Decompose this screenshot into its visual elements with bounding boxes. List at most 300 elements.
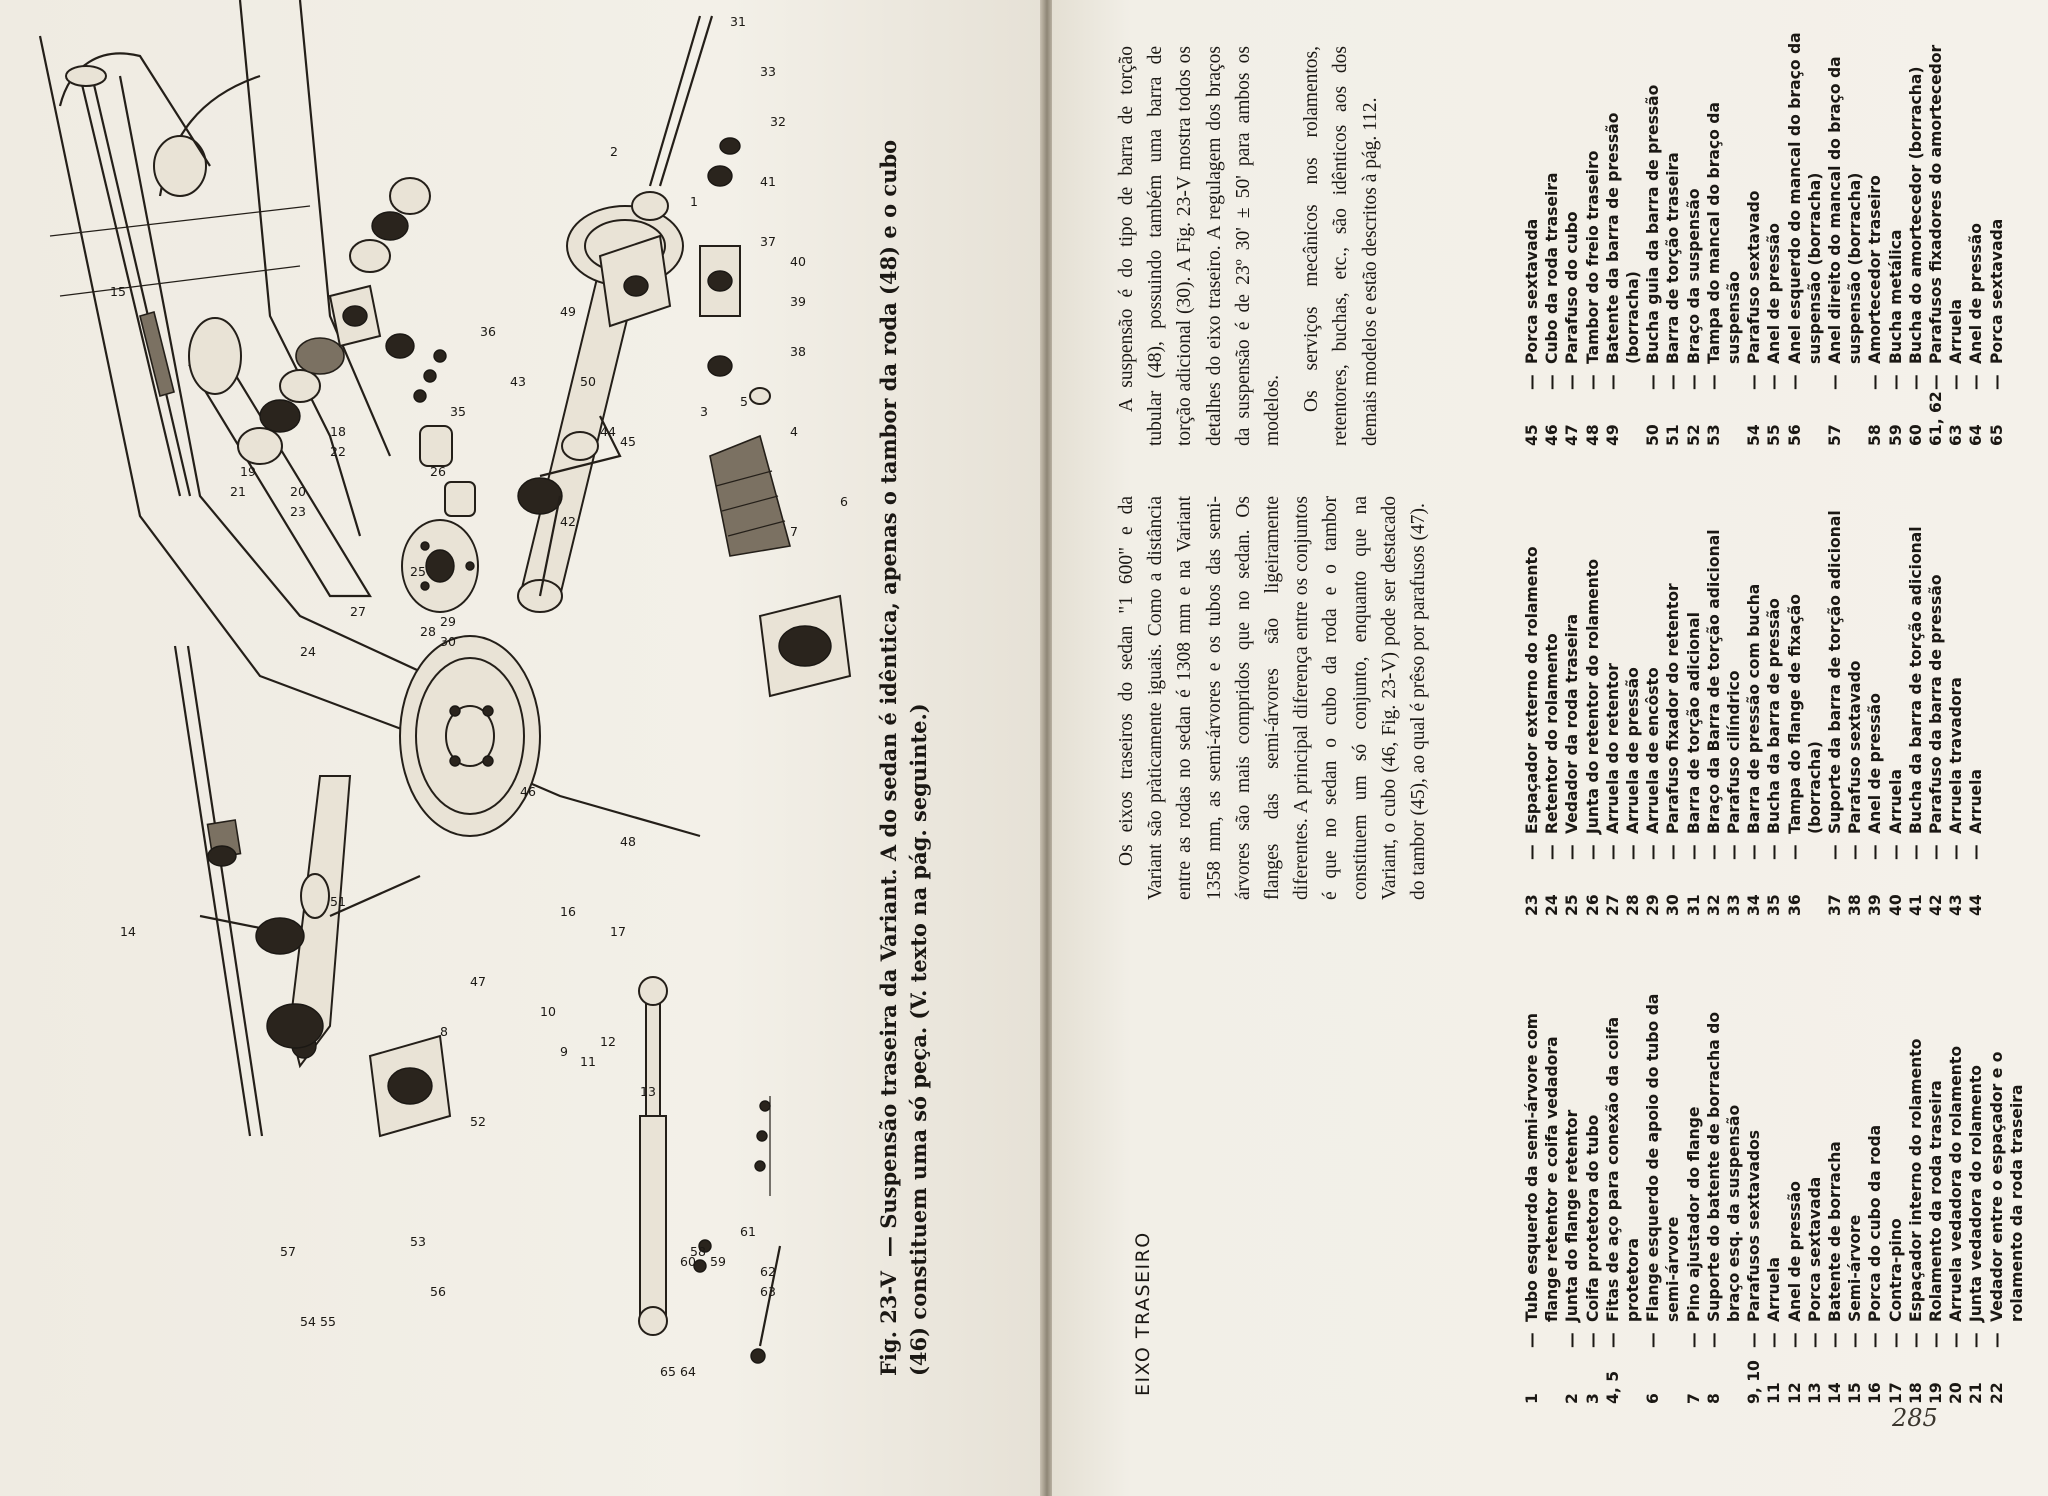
- callout-number: 39: [790, 294, 806, 309]
- parts-list-item: [1825, 984, 1845, 1404]
- part-number: 39: [1866, 894, 1885, 916]
- callout-number: 59: [710, 1254, 726, 1269]
- callout-number: 61: [740, 1224, 756, 1239]
- callout-number: 32: [770, 114, 786, 129]
- axle-shaft-15: [66, 66, 190, 496]
- part-description: Bucha guia da barra de pressão: [1644, 84, 1663, 364]
- part-dash: —: [1967, 1332, 1986, 1348]
- body-paragraph: Os serviços mecânicos nos rolamentos, retentores, buchas, etc., são idênticos aos dos demais modelos e estão descritos à pág. 112.: [1301, 46, 1381, 446]
- part-number: 57: [1826, 424, 1845, 446]
- body-paragraph: Os eixos traseiros do sedan "1 600" e da Variant são pràticamente iguais. Como a distância entre as rodas no sedan é 1308 mm e na Variant 1358 mm, as semi-árvores e os tubos das semi-árvores são mais compridos que no sedan. Os flanges das semi-árvores são ligeiramente diferentes. A principal diferença entre os conjuntos é que no sedan o cubo da roda e o tambor constituem um só conjunto, enquanto que na Variant, o cubo (46, Fig. 23-V) pode ser destacado do tambor (45), ao qual é prêso por parafusos (47).: [1116, 496, 1430, 900]
- parts-list-item: [1785, 26, 1825, 446]
- callout-number: 19: [240, 464, 256, 479]
- part-description: Semi-árvore: [1846, 1214, 1865, 1322]
- part-dash: —: [1603, 374, 1622, 390]
- callout-number: 47: [470, 974, 486, 989]
- part-dash: —: [1906, 374, 1925, 390]
- callout-number: 25: [410, 564, 426, 579]
- part-dash: —: [1725, 844, 1744, 860]
- parts-list-item: [1643, 984, 1683, 1404]
- parts-list-item: [1603, 26, 1643, 446]
- part-number: 48: [1583, 424, 1602, 446]
- part-number: 24: [1543, 894, 1562, 916]
- part-dash: —: [1563, 1332, 1582, 1348]
- callout-number: 33: [760, 64, 776, 79]
- part-number: 55: [1765, 424, 1784, 446]
- body-column-2: [1112, 46, 1385, 446]
- part-number: 37: [1826, 894, 1845, 916]
- part-number: 54: [1745, 424, 1764, 446]
- part-description: Barra de torção adicional: [1684, 612, 1703, 834]
- parts-list-item: [1785, 984, 1805, 1404]
- parts-list-item: [1684, 26, 1704, 446]
- parts-list-item: [1603, 984, 1643, 1404]
- part-dash: —: [1947, 844, 1966, 860]
- callout-number: 23: [290, 504, 306, 519]
- callout-number: 63: [760, 1284, 776, 1299]
- part-description: Retentor do rolamento: [1543, 633, 1562, 834]
- part-description: Anel esquerdo do mancal do braço da suspensão (borracha): [1785, 32, 1824, 364]
- figure-caption: [874, 116, 934, 1376]
- parts-list-item: [1926, 984, 1946, 1404]
- part-number: 32: [1704, 894, 1723, 916]
- parts-list-item: [1886, 984, 1906, 1404]
- parts-list-item: [1643, 26, 1663, 446]
- part-dash: —: [1603, 844, 1622, 860]
- parts-list-item: [1845, 496, 1865, 916]
- part-dash: —: [1745, 844, 1764, 860]
- parts-list-item: [1623, 496, 1643, 916]
- part-dash: —: [1644, 1332, 1663, 1348]
- callout-number: 46: [520, 784, 536, 799]
- part-number: 25: [1563, 894, 1582, 916]
- parts-list-item: [1987, 984, 2027, 1404]
- part-dash: —: [1624, 844, 1643, 860]
- parts-list-item: [1562, 496, 1582, 916]
- part-description: Parafuso fixador do retentor: [1664, 583, 1683, 834]
- callout-number: 14: [120, 924, 136, 939]
- parts-list-item: [1542, 496, 1562, 916]
- part-number: 3: [1583, 1393, 1602, 1404]
- part-number: 38: [1846, 894, 1865, 916]
- part-dash: —: [1846, 844, 1865, 860]
- part-dash: —: [1906, 844, 1925, 860]
- part-dash: —: [1684, 374, 1703, 390]
- part-dash: —: [1745, 1332, 1764, 1348]
- part-dash: —: [1583, 844, 1602, 860]
- part-description: Tampa do flange de fixação (borracha): [1785, 594, 1824, 834]
- part-description: Espaçador externo do rolamento: [1523, 546, 1541, 834]
- part-dash: —: [1785, 1332, 1804, 1348]
- part-number: 47: [1563, 424, 1582, 446]
- callout-number: 51: [330, 894, 346, 909]
- part-dash: —: [1523, 844, 1541, 860]
- part-description: Arruela: [1967, 769, 1986, 834]
- part-description: Bucha da barra de pressão: [1765, 598, 1784, 834]
- part-description: Barra de torção traseira: [1664, 152, 1683, 364]
- callout-number: 36: [480, 324, 496, 339]
- part-dash: —: [1523, 1332, 1541, 1348]
- parts-list-item: [1522, 496, 1542, 916]
- callout-number: 35: [450, 404, 466, 419]
- part-dash: —: [1906, 1332, 1925, 1348]
- part-description: Porca sextavada: [1805, 1176, 1824, 1322]
- part-dash: —: [1987, 374, 2006, 390]
- part-description: Parafuso sextavado: [1846, 660, 1865, 834]
- part-dash: —: [1947, 1332, 1966, 1348]
- callout-number: 11: [580, 1054, 596, 1069]
- part-number: 29: [1644, 894, 1663, 916]
- part-dash: —: [1866, 1332, 1885, 1348]
- part-number: 52: [1684, 424, 1703, 446]
- parts-list-item: [1562, 26, 1582, 446]
- callout-number: 44: [600, 424, 616, 439]
- part-description: Cubo da roda traseira: [1543, 172, 1562, 364]
- callout-number: 41: [760, 174, 776, 189]
- callout-number: 2: [610, 144, 618, 159]
- shock-absorber-58: [639, 977, 780, 1363]
- part-description: Arruela do retentor: [1603, 663, 1622, 834]
- callout-number: 58: [690, 1244, 706, 1259]
- parts-list-item: [1744, 26, 1764, 446]
- part-number: 40: [1886, 894, 1905, 916]
- brake-drum-48: [400, 636, 540, 836]
- part-number: 19: [1927, 1382, 1946, 1404]
- parts-list-item: [1764, 26, 1784, 446]
- part-number: 23: [1523, 894, 1541, 916]
- part-description: Batente de borracha: [1826, 1141, 1845, 1322]
- part-dash: —: [1886, 844, 1905, 860]
- parts-list-item: [1522, 26, 1542, 446]
- bearing-cover-53: [370, 1036, 450, 1136]
- parts-list-item: [1987, 26, 2007, 446]
- part-number: 9, 10: [1745, 1360, 1764, 1404]
- parts-list-item: [1663, 496, 1683, 916]
- part-description: Bucha do amortecedor (borracha): [1906, 66, 1925, 364]
- part-dash: —: [1785, 844, 1804, 860]
- rear-suspension-drawing: [0, 0, 860, 1496]
- part-description: Anel de pressão: [1785, 1181, 1804, 1322]
- part-description: Pino ajustador do flange: [1684, 1106, 1703, 1322]
- callout-number: 60: [680, 1254, 696, 1269]
- part-dash: —: [1987, 1332, 2006, 1348]
- part-description: Arruela travadora: [1947, 677, 1966, 834]
- parts-list-item: [1764, 984, 1784, 1404]
- parts-list-item: [1583, 984, 1603, 1404]
- part-dash: —: [1805, 1332, 1824, 1348]
- part-number: 22: [1987, 1382, 2006, 1404]
- part-description: Junta vedadora do rolamento: [1967, 1064, 1986, 1322]
- part-dash: —: [1846, 1332, 1865, 1348]
- exploded-diagram: [0, 0, 860, 1496]
- part-number: 33: [1725, 894, 1744, 916]
- part-description: Parafuso sextavado: [1745, 190, 1764, 364]
- parts-list-item: [1865, 984, 1885, 1404]
- parts-list-item: [1785, 496, 1825, 916]
- parts-list-item: [1966, 984, 1986, 1404]
- part-dash: —: [1583, 1332, 1602, 1348]
- part-dash: —: [1765, 844, 1784, 860]
- part-dash: —: [1866, 844, 1885, 860]
- parts-list-item: [1744, 496, 1764, 916]
- section-heading: EIXO TRASEIRO: [1132, 1231, 1154, 1396]
- part-dash: —: [1826, 374, 1845, 390]
- parts-list-column-1: [1522, 984, 2027, 1404]
- part-number: 50: [1644, 424, 1663, 446]
- part-number: 61, 62: [1927, 391, 1946, 446]
- part-dash: —: [1866, 374, 1885, 390]
- part-description: Porca sextavada: [1987, 218, 2006, 364]
- part-description: Arruela de encôsto: [1644, 667, 1663, 834]
- part-dash: —: [1745, 374, 1764, 390]
- callout-number: 10: [540, 1004, 556, 1019]
- callout-number: 65: [660, 1364, 676, 1379]
- part-number: 53: [1704, 424, 1723, 446]
- right-page-content: [1052, 0, 2048, 1496]
- parts-list-item: [1643, 496, 1663, 916]
- part-number: 63: [1947, 424, 1966, 446]
- part-description: Junta do retentor do rolamento: [1583, 558, 1602, 834]
- parts-list-item: [1926, 26, 1946, 446]
- part-number: 36: [1785, 894, 1804, 916]
- part-description: Parafuso cilíndrico: [1725, 670, 1744, 834]
- callout-number: 3: [700, 404, 708, 419]
- part-description: Contra-pino: [1886, 1218, 1905, 1322]
- callout-number: 15: [110, 284, 126, 299]
- part-dash: —: [1664, 374, 1683, 390]
- body-paragraph: A suspensão é do tipo de barra de torção tubular (48), possuindo também uma barra de torção adicional (30). A Fig. 23-V mostra todos os detalhes do eixo traseiro. A regulagem dos braços da suspensão é de 23º 30' ± 50' para ambos os modelos.: [1116, 46, 1284, 446]
- part-description: Coifa protetora do tubo: [1583, 1114, 1602, 1322]
- bearing-ring-56: [267, 1004, 323, 1048]
- callout-number: 6: [840, 494, 848, 509]
- parts-list-item: [1583, 496, 1603, 916]
- callout-number: 28: [420, 624, 436, 639]
- callout-number: 1: [690, 194, 698, 209]
- callout-number: 50: [580, 374, 596, 389]
- parts-list-item: [1542, 26, 1562, 446]
- part-number: 56: [1785, 424, 1804, 446]
- callout-number: 56: [430, 1284, 446, 1299]
- part-number: 58: [1866, 424, 1885, 446]
- figure-number: Fig. 23-V: [876, 1271, 901, 1376]
- page-number: 285: [1892, 1404, 1938, 1432]
- callout-number: 7: [790, 524, 798, 539]
- part-description: Anel de pressão: [1967, 223, 1986, 364]
- callout-number: 13: [640, 1084, 656, 1099]
- callout-number: 57: [280, 1244, 296, 1259]
- callout-number: 49: [560, 304, 576, 319]
- parts-list-column-3: [1522, 26, 2007, 446]
- part-dash: —: [1886, 1332, 1905, 1348]
- parts-list-item: [1522, 984, 1562, 1404]
- part-description: Parafuso do cubo: [1563, 211, 1582, 364]
- callout-number: 62: [760, 1264, 776, 1279]
- callout-number: 24: [300, 644, 316, 659]
- part-dash: —: [1927, 1332, 1946, 1348]
- callout-number: 48: [620, 834, 636, 849]
- part-number: 4, 5: [1603, 1370, 1622, 1404]
- parts-list-item: [1845, 984, 1865, 1404]
- parts-list-item: [1562, 984, 1582, 1404]
- part-number: 27: [1603, 894, 1622, 916]
- part-description: Arruela: [1886, 769, 1905, 834]
- callout-number: 8: [440, 1024, 448, 1039]
- parts-list-item: [1865, 496, 1885, 916]
- part-number: 28: [1624, 894, 1643, 916]
- callout-number: 31: [730, 14, 746, 29]
- parts-list-item: [1684, 984, 1704, 1404]
- callout-number: 45: [620, 434, 636, 449]
- part-description: Amortecedor traseiro: [1866, 175, 1885, 364]
- parts-list-item: [1663, 26, 1683, 446]
- figure-caption-block: [862, 0, 982, 1496]
- parts-list-item: [1825, 496, 1845, 916]
- part-number: 26: [1583, 894, 1602, 916]
- part-dash: —: [1583, 374, 1602, 390]
- part-description: Flange esquerdo de apoio do tubo da semi-árvore: [1644, 993, 1683, 1322]
- parts-list-item: [1906, 496, 1926, 916]
- flange-6: [760, 596, 850, 696]
- part-description: Vedador da roda traseira: [1563, 613, 1582, 834]
- part-number: 51: [1664, 424, 1683, 446]
- parts-list-item: [1946, 496, 1966, 916]
- bearing-stack: [238, 178, 446, 464]
- callout-number: 54: [300, 1314, 316, 1329]
- part-number: 20: [1947, 1382, 1966, 1404]
- callout-number: 64: [680, 1364, 696, 1379]
- part-description: Batente da barra de pressão (borracha): [1603, 112, 1643, 364]
- callout-number: 9: [560, 1044, 568, 1059]
- part-number: 7: [1684, 1393, 1703, 1404]
- part-description: Suporte da barra de torção adicional: [1826, 510, 1845, 834]
- part-dash: —: [1644, 374, 1663, 390]
- part-dash: —: [1543, 374, 1562, 390]
- part-number: 14: [1826, 1382, 1845, 1404]
- part-number: 1: [1523, 1393, 1541, 1404]
- parts-list-item: [1946, 984, 1966, 1404]
- part-description: Arruela: [1947, 299, 1966, 364]
- callout-number: 4: [790, 424, 798, 439]
- parts-list-item: [1906, 984, 1926, 1404]
- part-number: 11: [1765, 1382, 1784, 1404]
- part-dash: —: [1644, 844, 1663, 860]
- part-description: Parafuso da barra de pressão: [1927, 574, 1946, 834]
- parts-list-item: [1764, 496, 1784, 916]
- part-number: 6: [1644, 1393, 1663, 1404]
- parts-list-item: [1886, 26, 1906, 446]
- part-dash: —: [1927, 374, 1946, 390]
- parts-list-item: [1966, 496, 1986, 916]
- callout-number: 27: [350, 604, 366, 619]
- part-number: 59: [1886, 424, 1905, 446]
- callout-number: 21: [230, 484, 246, 499]
- parts-list-item: [1704, 496, 1724, 916]
- part-dash: —: [1684, 1332, 1703, 1348]
- part-dash: —: [1523, 374, 1541, 390]
- part-number: 41: [1906, 894, 1925, 916]
- part-description: Tambor do freio traseiro: [1583, 150, 1602, 364]
- callout-number: 40: [790, 254, 806, 269]
- part-number: 15: [1846, 1382, 1865, 1404]
- part-number: 17: [1886, 1382, 1905, 1404]
- torsion-bar-51: [175, 646, 262, 1136]
- parts-list-item: [1704, 984, 1744, 1404]
- part-number: 49: [1603, 424, 1622, 446]
- part-description: Arruela vedadora do rolamento: [1947, 1045, 1966, 1322]
- callout-number: 55: [320, 1314, 336, 1329]
- part-number: 46: [1543, 424, 1562, 446]
- part-description: Bucha metálica: [1886, 229, 1905, 364]
- part-description: Anel de pressão: [1765, 223, 1784, 364]
- bearing-ring-57: [256, 918, 304, 954]
- part-number: 2: [1563, 1393, 1582, 1404]
- callout-number: 20: [290, 484, 306, 499]
- part-dash: —: [1664, 844, 1683, 860]
- callout-number: 38: [790, 344, 806, 359]
- parts-list-item: [1744, 984, 1764, 1404]
- callout-number: 18: [330, 424, 346, 439]
- callout-number: 52: [470, 1114, 486, 1129]
- part-description: Barra de pressão com bucha: [1745, 583, 1764, 834]
- parts-list-item: [1724, 496, 1744, 916]
- parts-list-item: [1583, 26, 1603, 446]
- part-number: 13: [1805, 1382, 1824, 1404]
- callout-number: 30: [440, 634, 456, 649]
- parts-list-item: [1684, 496, 1704, 916]
- part-description: Braço da suspensão: [1684, 188, 1703, 364]
- callout-number: 16: [560, 904, 576, 919]
- callout-number: 53: [410, 1234, 426, 1249]
- part-number: 65: [1987, 424, 2006, 446]
- part-dash: —: [1826, 1332, 1845, 1348]
- part-description: Tubo esquerdo da semi-árvore com flange retentor e coifa vedadora: [1523, 1012, 1562, 1322]
- part-dash: —: [1765, 1332, 1784, 1348]
- callout-number: 17: [610, 924, 626, 939]
- part-number: 44: [1967, 894, 1986, 916]
- part-number: 16: [1866, 1382, 1885, 1404]
- part-description: Tampa do mancal do braço da suspensão: [1704, 102, 1744, 364]
- part-number: 18: [1906, 1382, 1925, 1404]
- callout-number: 26: [430, 464, 446, 479]
- callout-number: 22: [330, 444, 346, 459]
- part-dash: —: [1765, 374, 1784, 390]
- part-number: 45: [1523, 424, 1541, 446]
- part-number: 31: [1684, 894, 1703, 916]
- part-number: 60: [1906, 424, 1925, 446]
- parts-list-column-2: [1522, 496, 1987, 916]
- part-dash: —: [1886, 374, 1905, 390]
- body-column-1: [1112, 496, 1433, 900]
- part-dash: —: [1704, 844, 1723, 860]
- callout-number: 43: [510, 374, 526, 389]
- part-number: 34: [1745, 894, 1764, 916]
- part-number: 21: [1967, 1382, 1986, 1404]
- part-dash: —: [1603, 1332, 1622, 1348]
- part-number: 30: [1664, 894, 1683, 916]
- protective-boot-3: [710, 436, 790, 556]
- part-description: Anel direito do mancal do braço da suspensão (borracha): [1826, 56, 1865, 364]
- parts-list-item: [1805, 984, 1825, 1404]
- part-description: Rolamento da roda traseira: [1927, 1080, 1946, 1322]
- part-number: 42: [1927, 894, 1946, 916]
- part-description: Fitas de aço para conexão da coifa protetora: [1603, 1016, 1643, 1322]
- callout-number: 42: [560, 514, 576, 529]
- part-description: Bucha da barra de torção adicional: [1906, 526, 1925, 834]
- part-dash: —: [1947, 374, 1966, 390]
- parts-list-item: [1825, 26, 1865, 446]
- figure-caption-text: — Suspensão traseira da Variant. A do sedan é idêntica, apenas o tambor da roda (48) e o cubo (46) constituem uma só peça. (V. texto na pág. seguinte.): [876, 139, 931, 1376]
- part-description: Parafusos fixadores do amortecedor: [1927, 44, 1946, 364]
